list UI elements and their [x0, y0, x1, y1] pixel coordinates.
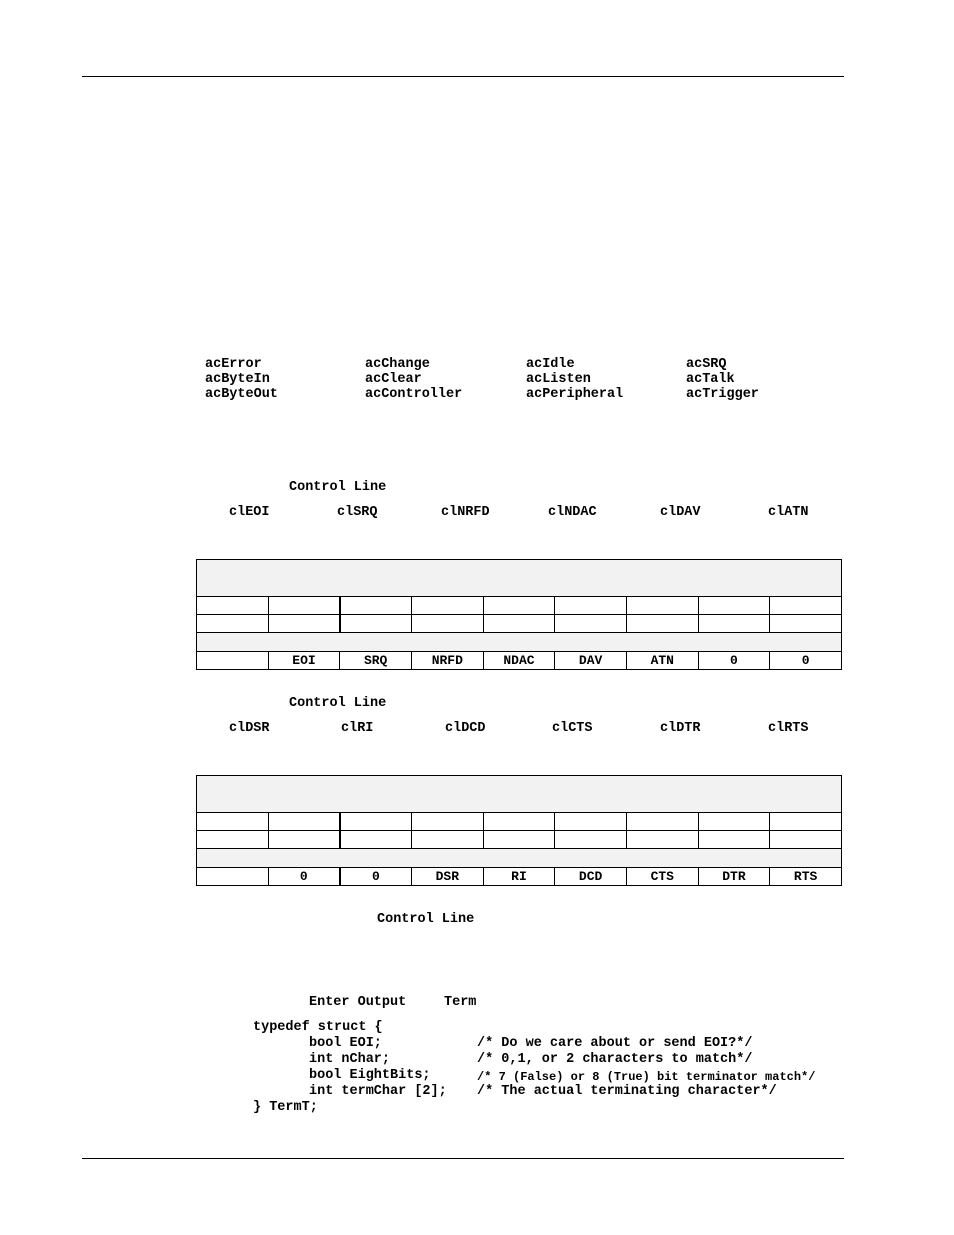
bit-cell: DCD	[555, 868, 627, 886]
footer-rule	[82, 1158, 844, 1159]
bit-cell: 0	[268, 868, 340, 886]
code-line: } TermT;	[253, 1100, 318, 1115]
bit-cell: EOI	[268, 652, 340, 670]
code-line: int nChar;	[309, 1052, 391, 1067]
code-line: bool EightBits;	[309, 1068, 431, 1083]
bit-cell: RI	[483, 868, 555, 886]
action-item: acChange	[365, 357, 430, 372]
bit-cell: DAV	[555, 652, 627, 670]
table-header-cell	[197, 776, 842, 813]
bit-cell: 0	[770, 652, 842, 670]
bit-cell: NDAC	[483, 652, 555, 670]
control-line-constant: clNDAC	[548, 505, 597, 520]
bit-cell: DTR	[698, 868, 770, 886]
gpib-bit-table	[196, 559, 842, 670]
action-item: acTrigger	[686, 387, 759, 402]
control-line-constant: clSRQ	[337, 505, 378, 520]
code-comment: /* 7 (False) or 8 (True) bit terminator match*/	[477, 1070, 816, 1084]
code-line: bool EOI;	[309, 1036, 382, 1051]
action-item: acIdle	[526, 357, 575, 372]
control-line-constant: clNRFD	[441, 505, 490, 520]
control-line-constant: clRI	[341, 721, 374, 736]
table-row	[197, 652, 842, 670]
action-item: acClear	[365, 372, 422, 387]
code-comment: /* The actual terminating character*/	[477, 1084, 777, 1099]
action-item: acPeripheral	[526, 387, 624, 402]
table-header-cell	[197, 560, 842, 597]
control-line-constant: clDCD	[445, 721, 486, 736]
bit-cell: RTS	[770, 868, 842, 886]
code-comment: /* Do we care about or send EOI?*/	[477, 1036, 753, 1051]
code-line: typedef struct {	[253, 1020, 383, 1035]
gpib-control-line-heading: Control Line	[289, 480, 387, 495]
action-item: acByteOut	[205, 387, 278, 402]
bit-cell: CTS	[626, 868, 698, 886]
control-line-constant: clATN	[768, 505, 809, 520]
control-line-constant: clDSR	[229, 721, 270, 736]
header-rule	[82, 76, 844, 77]
serial-control-line-heading: Control Line	[289, 696, 387, 711]
control-line-constant: clDTR	[660, 721, 701, 736]
bit-cell: DSR	[411, 868, 483, 886]
action-item: acTalk	[686, 372, 735, 387]
action-item: acListen	[526, 372, 591, 387]
bit-cell: 0	[340, 868, 412, 886]
bit-cell: 0	[698, 652, 770, 670]
code-comment: /* 0,1, or 2 characters to match*/	[477, 1052, 753, 1067]
serial-bit-table	[196, 775, 842, 886]
action-item: acController	[365, 387, 463, 402]
bit-cell: SRQ	[340, 652, 412, 670]
action-item: acSRQ	[686, 357, 727, 372]
control-line-reference: Control Line	[377, 912, 475, 927]
term-label-output: Enter Output	[309, 995, 407, 1010]
action-item: acByteIn	[205, 372, 270, 387]
bit-cell: ATN	[626, 652, 698, 670]
term-label-term: Term	[444, 995, 477, 1010]
code-line: int termChar [2];	[309, 1084, 447, 1099]
control-line-constant: clDAV	[660, 505, 701, 520]
table-row	[197, 868, 842, 886]
control-line-constant: clRTS	[768, 721, 809, 736]
bit-cell: NRFD	[411, 652, 483, 670]
control-line-constant: clEOI	[229, 505, 270, 520]
action-item: acError	[205, 357, 262, 372]
control-line-constant: clCTS	[552, 721, 593, 736]
